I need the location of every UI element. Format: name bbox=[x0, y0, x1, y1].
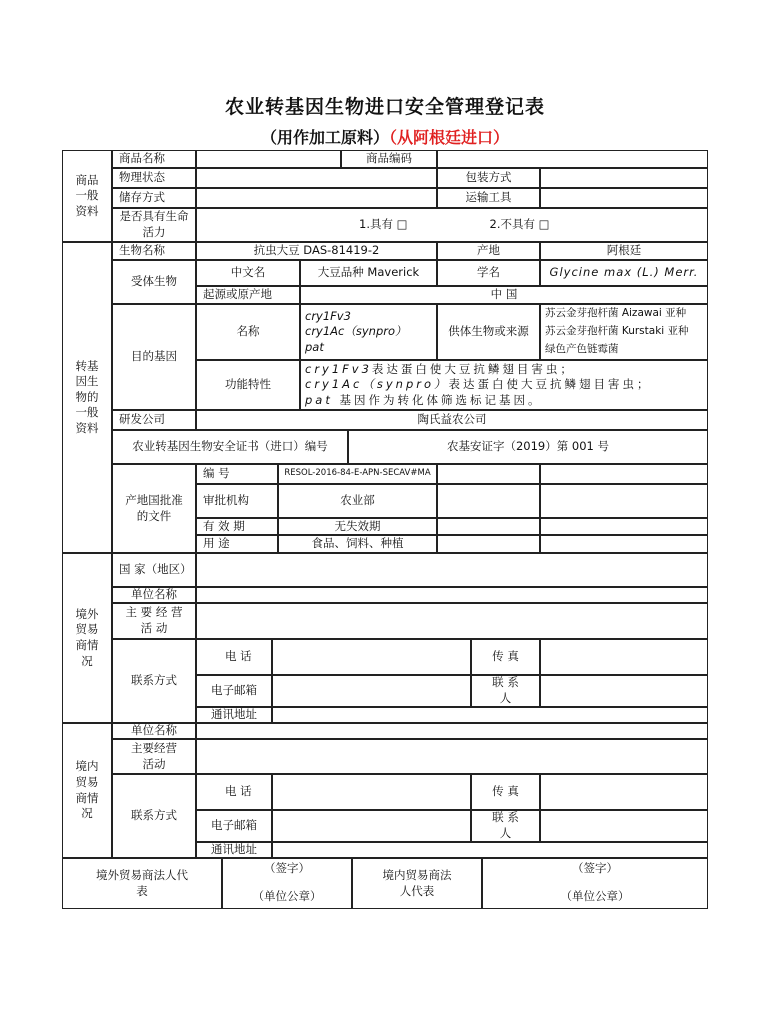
storage-label: 储存方式 bbox=[112, 188, 196, 208]
foreign-unit-field[interactable] bbox=[196, 587, 708, 603]
domestic-unit-field[interactable] bbox=[196, 723, 708, 739]
source-label: 起源或原产地 bbox=[196, 286, 300, 304]
domestic-person-field[interactable] bbox=[540, 810, 708, 842]
domestic-person-label: 联 系 人 bbox=[471, 810, 540, 842]
gene-names-list bbox=[300, 304, 437, 360]
foreign-business-field[interactable] bbox=[196, 603, 708, 639]
function-label: 功能特性 bbox=[196, 360, 300, 410]
storage-field[interactable] bbox=[196, 188, 437, 208]
section-goods-label: 商品一般资料 bbox=[62, 150, 112, 242]
developer-value: 陶氏益农公司 bbox=[196, 410, 708, 430]
domestic-email-label: 电子邮箱 bbox=[196, 810, 272, 842]
validity-value: 无失效期 bbox=[278, 518, 437, 535]
cert-label: 农业转基因生物安全证书（进口）编号 bbox=[112, 430, 348, 464]
number-extra-1 bbox=[437, 464, 540, 484]
domestic-sign-area[interactable] bbox=[482, 858, 708, 909]
section-organism-label: 转基因生物的一般资料 bbox=[62, 242, 112, 553]
foreign-fax-label: 传 真 bbox=[471, 639, 540, 675]
viability-options bbox=[196, 208, 708, 242]
cn-name-label: 中文名 bbox=[196, 260, 300, 286]
domestic-address-label: 通讯地址 bbox=[196, 842, 272, 858]
viability-option-yes[interactable]: 1.具有 □ bbox=[359, 217, 408, 232]
foreign-email-field[interactable] bbox=[272, 675, 471, 707]
registration-table bbox=[62, 150, 708, 909]
sci-name-label: 学名 bbox=[437, 260, 540, 286]
domestic-contact-label: 联系方式 bbox=[112, 774, 196, 858]
foreign-address-field[interactable] bbox=[272, 707, 708, 723]
goods-name-label: 商品名称 bbox=[112, 150, 196, 168]
foreign-person-field[interactable] bbox=[540, 675, 708, 707]
domestic-business-label: 主要经营活动 bbox=[112, 739, 196, 774]
domestic-phone-field[interactable] bbox=[272, 774, 471, 810]
gene-name-2: cry1Ac（synpro） bbox=[305, 324, 407, 339]
cn-name-value: 大豆品种 Maverick bbox=[300, 260, 437, 286]
foreign-sign-text: （签字） bbox=[264, 861, 310, 875]
gene-name-3: pat bbox=[305, 339, 324, 354]
foreign-rep-label: 境外贸易商法人代表 bbox=[62, 858, 222, 909]
donor-1: 苏云金芽孢杆菌 Aizawai 亚种 bbox=[545, 307, 687, 319]
section-domestic-label: 境内贸易商情况 bbox=[62, 723, 112, 858]
foreign-address-label: 通讯地址 bbox=[196, 707, 272, 723]
viability-label: 是否具有生命活力 bbox=[112, 208, 196, 242]
authority-extra-1 bbox=[437, 484, 540, 518]
validity-label: 有 效 期 bbox=[196, 518, 278, 535]
function-list bbox=[300, 360, 708, 410]
validity-extra-2 bbox=[540, 518, 708, 535]
function-3: pat 基因作为转化体筛选标记基因。 bbox=[305, 392, 543, 407]
authority-value: 农业部 bbox=[278, 484, 437, 518]
form-title: 农业转基因生物进口安全管理登记表 bbox=[224, 96, 545, 118]
subtitle-main: （用作加工原料） bbox=[260, 128, 389, 147]
cert-value: 农基安证字（2019）第 001 号 bbox=[348, 430, 708, 464]
developer-label: 研发公司 bbox=[112, 410, 196, 430]
goods-code-field[interactable] bbox=[437, 150, 708, 168]
physical-state-field[interactable] bbox=[196, 168, 437, 188]
foreign-phone-label: 电 话 bbox=[196, 639, 272, 675]
domestic-rep-label: 境内贸易商法人代表 bbox=[352, 858, 482, 909]
number-extra-2 bbox=[540, 464, 708, 484]
domestic-email-field[interactable] bbox=[272, 810, 471, 842]
usage-extra-1 bbox=[437, 535, 540, 553]
origin-label: 产地 bbox=[437, 242, 540, 260]
function-1: cry1Fv3表达蛋白使大豆抗鳞翅目害虫； bbox=[305, 361, 575, 376]
origin-value: 阿根廷 bbox=[540, 242, 708, 260]
domestic-seal-text: （单位公章） bbox=[560, 889, 630, 904]
foreign-email-label: 电子邮箱 bbox=[196, 675, 272, 707]
form-subtitle bbox=[0, 125, 770, 148]
goods-name-field[interactable] bbox=[196, 150, 341, 168]
domestic-fax-field[interactable] bbox=[540, 774, 708, 810]
function-2: cry1Ac（synpro）表达蛋白使大豆抗鳞翅目害虫； bbox=[305, 377, 652, 392]
usage-extra-2 bbox=[540, 535, 708, 553]
donor-list bbox=[540, 304, 708, 360]
usage-label: 用 途 bbox=[196, 535, 278, 553]
transport-label: 运输工具 bbox=[437, 188, 540, 208]
approval-label: 产地国批准的文件 bbox=[112, 464, 196, 553]
section-foreign-label: 境外贸易商情况 bbox=[62, 553, 112, 723]
foreign-phone-field[interactable] bbox=[272, 639, 471, 675]
domestic-phone-label: 电 话 bbox=[196, 774, 272, 810]
donor-label: 供体生物或来源 bbox=[437, 304, 540, 360]
authority-extra-2 bbox=[540, 484, 708, 518]
target-gene-label: 目的基因 bbox=[112, 304, 196, 410]
foreign-unit-label: 单位名称 bbox=[112, 587, 196, 603]
usage-value: 食品、饲料、种植 bbox=[278, 535, 437, 553]
number-value: RESOL-2016-84-E-APN-SECAV#MA bbox=[278, 464, 437, 484]
transport-field[interactable] bbox=[540, 188, 708, 208]
foreign-seal-text: （单位公章） bbox=[252, 889, 322, 904]
domestic-fax-label: 传 真 bbox=[471, 774, 540, 810]
authority-label: 审批机构 bbox=[196, 484, 278, 518]
validity-extra-1 bbox=[437, 518, 540, 535]
foreign-fax-field[interactable] bbox=[540, 639, 708, 675]
package-label: 包装方式 bbox=[437, 168, 540, 188]
bio-name-label: 生物名称 bbox=[112, 242, 196, 260]
number-label: 编 号 bbox=[196, 464, 278, 484]
domestic-sign-text: （签字） bbox=[572, 861, 618, 875]
goods-code-label: 商品编码 bbox=[341, 150, 437, 168]
donor-3: 绿色产色链霉菌 bbox=[545, 342, 619, 355]
foreign-business-label: 主 要 经 营 活 动 bbox=[112, 603, 196, 639]
sci-name-value: Glycine max (L.) Merr. bbox=[540, 260, 708, 286]
physical-state-label: 物理状态 bbox=[112, 168, 196, 188]
foreign-sign-area[interactable] bbox=[222, 858, 352, 909]
subtitle-origin: （从阿根廷进口） bbox=[389, 128, 510, 147]
foreign-country-label: 国 家（地区） bbox=[112, 553, 196, 587]
gene-name-label: 名称 bbox=[196, 304, 300, 360]
viability-option-no[interactable]: 2.不具有 □ bbox=[489, 217, 550, 232]
foreign-person-label: 联 系 人 bbox=[471, 675, 540, 707]
bio-name-value: 抗虫大豆 DAS-81419-2 bbox=[196, 242, 437, 260]
donor-2: 苏云金芽孢杆菌 Kurstaki 亚种 bbox=[545, 324, 689, 337]
domestic-address-field[interactable] bbox=[272, 842, 708, 858]
source-value: 中 国 bbox=[300, 286, 708, 304]
package-field[interactable] bbox=[540, 168, 708, 188]
domestic-unit-label: 单位名称 bbox=[112, 723, 196, 739]
gene-name-1: cry1Fv3 bbox=[305, 308, 351, 323]
domestic-business-field[interactable] bbox=[196, 739, 708, 774]
foreign-contact-label: 联系方式 bbox=[112, 639, 196, 723]
receptor-label: 受体生物 bbox=[112, 260, 196, 304]
foreign-country-field[interactable] bbox=[196, 553, 708, 587]
